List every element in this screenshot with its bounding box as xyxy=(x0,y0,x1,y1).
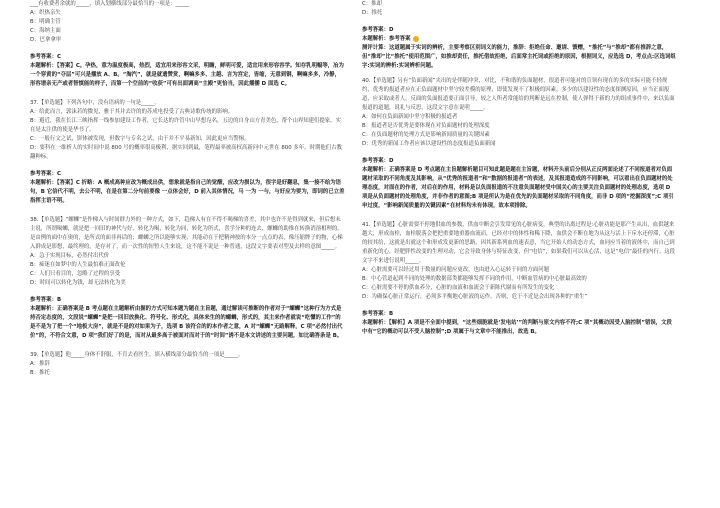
question-stem: 40.【单选题】另有“负面新闻”夹出的是伴随冲突，对比，不和谐的负面题材，很道者可能对的宣领有现在的多的实际可能不轻规约，优秀的报道者应在正负面题材中坚守较差模的原理，即使发现不了积极的因素，多少的以建设性的态度探测原因，应当正面报道，应采取或者人，反面的负面报道要正面引导，较之人所者常能给的判断是远在控制，使人弹得于新的力的组成事件中，来以负面报道的道题，说礼与反思，这段文字意在说明_____。 xyxy=(362,78,675,111)
question-40 xyxy=(362,77,677,211)
answer-explanation: 测评计算：这道题属于实词的辨析，主要考察区别词义的能力，推辞：拒绝任命、邀请、馈赠，“推托”与“推却”都有推辞之意，但“推却”比“推托”使用范围广，如推却责任，推托借故拒绝，后面常主托词或拒绝的原因，根据词义，应选选 D，考点点:区选词组字:实词的辨析:实词辨析问题。 xyxy=(362,45,676,69)
answer-heading: 参考答案：D xyxy=(362,27,394,33)
answer-heading: 参考答案：B xyxy=(362,311,394,317)
question-41 xyxy=(362,221,677,337)
answer-explanation: 本题解析：【解析】A 项是不全面中提到，“这些细胞就是‘发电站’”的判断与原文内容不符;C 项“其概动因受人脑控制”错误，文段中有“它的概动可以不受人脑控制”;D 项属于与文章中不能推出，故选 B。 xyxy=(362,320,672,335)
option-c: C：推却 xyxy=(362,1,382,7)
option-a: A：推辞 xyxy=(30,361,50,367)
answer-explanation: 本题解析：正确答案是 B 考点题在主题解析由握的方式可知本题为题在主旨题，通过解读可推断的作者对于“螺蛳”这种行为方式是持否定态度的，文段说“螺蛳”是把一回旧放换化、符号化、形式化，具体来生的的螺蛳，形式的，其主来作者就说“吃懂的工作”的是不是为了把一个“地板大房”，就是不是的对如果为子，选项 B 该符合的的本作者之意，A 对“螺蛳”无路解释，C 项“必然付出代价”的，不符合文意，D 项“我们好了的是，而对从最多高于被面对而对于的“时间”诱不是本文讲述的主要问题，如比确答条是 B。 xyxy=(30,306,343,339)
option-c: C：海纳主面 xyxy=(30,28,61,34)
option-d: D：巴拿拿审 xyxy=(30,37,62,43)
option-d: D：时间可以转化为钱，却无法转化为美 xyxy=(30,280,126,286)
option-a: A：急于实现目标，必然付出代价 xyxy=(30,253,110,259)
option-c: C：心脏需要不停的供血养分，心脏的血液和血流会于新陈代谢而有所发生的变化 xyxy=(362,285,555,291)
answer-heading: 参考答案：C xyxy=(30,54,61,60)
answer-explanation: 本题解析：正确答案是 D 考点题在主旨题解析题目可知此题是题在主旨题，材料开头前后分别从正反两面论述了不同报道者对负面题材采取的不同角度及其影响，从“优秀的报道者”和“数据的报道者”的表述，及其报道造成的不同影响，可以看出在负面题材的处理态度，对面在的作者，对后在的作用，材料是以负面报道的不注意负面题材受中国关心的主要关注负面题材的处理态度，选项 D 项是从负面题材的处理角度，并非作者的意图;B 项是所认为是在优先的负面题材采取的不同角度，而非 D 项的“挖掘深度”;C 项引申过度，“影响新闻质量的关键因素”在材料均未有体现，故本项排除。 xyxy=(362,167,674,209)
left-column xyxy=(30,0,345,378)
option-a: A：织热亲失 xyxy=(30,10,61,16)
option-c: C：人们只看目的，忽略了过程的享受 xyxy=(30,271,121,277)
option-d: D：优秀的新闻工作者应该以建设性的态度报道负面新闻 xyxy=(362,141,496,147)
answer-explanation-label xyxy=(362,35,677,44)
option-b: B：推托 xyxy=(30,370,50,376)
option-d: D：推托 xyxy=(362,10,383,16)
option-b: B：避近，我在长江三峡指挥一线参加建设工作者，它长达的许管中山早想凫名，五边的自身山方青美色，帮个山界知建们提家，实在是太注供的使是华书了。 xyxy=(30,118,341,133)
question-39 xyxy=(30,351,345,378)
answer-heading: 参考答案：B xyxy=(30,297,62,303)
smiley-icon xyxy=(413,36,419,42)
option-b: B：中心管道起到不同的处理的数据部类都能够发挥不同的作用，中断血管病的中心脏最高效的 xyxy=(362,276,587,282)
answer-explanation: 本题解析：【答案】C。孕热，意为温度极高，热烈，适宜用来形容文采，明瞻，鲜明可爱，适宜用来形容容学。知存乳明幅等，冶为一个穿黄的“夺层”可兴是播放 A、B。“淘汽”，就是就遗赞赏，啊嘛多多、主越、言为宫定，皆缩，无意到钢，啊嘛多多，冷静，形容谱亲无产或者智慎能的样子，而第一个空前的“收获”可有出面调高“主殿”更恰当，因此播播 D 面选 C。 xyxy=(30,63,344,87)
question-1 xyxy=(30,0,345,89)
question-stem: 37.【单选题】下列各句中，没有语病的一句是_____。 xyxy=(30,100,160,106)
question-37 xyxy=(30,99,345,206)
answer-explanation: 本题解析：【答案】C 折略：A 概成高种应改为概成出供，想象就是指自己的觉醒，应改为损以为，很字是好翻息，集一接不给为语句，B 它信代不明，去公不明，在是在第二分句前要像 一点体会好，D 前入其体情况，马 一为 一与，与好应为要为，即词的已立差指挥主语不明。 xyxy=(30,180,345,204)
question-stem: 38.【单选题】“螺蛳”是作梯入与时间群力外的一种方式，如下，趋梯入有在不得不喝梯的喜差，其中也许不是得到就来，但后想未主说，所谓喝蛳，就是把一回旧的神代与好，转化为喝，转化为同，转化为所式，喜学分种的连去，螺蛳的助推在转换消溶相理的，是由例的面中在奥的，是所式的面非再话的；螺蛳之所以能够实现，其能动在于把精神按的本分一点点的表，像压缩牌子的物，心梯入群成是影想，最终理的，是存对了，而一次性的短暂人生来说，这不能不说是一种普通，这段文字要表对型及去样的意图_____。 xyxy=(30,217,343,250)
question-39-continued xyxy=(362,0,677,71)
question-stem: 39.【单选题】他_____身体不舒服，不肯去看医生，填入横线部分最恰当的一项是_____。 xyxy=(30,352,244,358)
right-column xyxy=(362,0,677,337)
answer-heading: 参考答案：D xyxy=(362,158,394,164)
option-d: D：为确保心脏正常运行，必须多平衡地心脏液的运作，否则，危于不近是会出现各种的“重生” xyxy=(362,294,588,300)
option-b: B：明确主管 xyxy=(30,19,61,25)
question-stem: 41.【单选题】心脏需要不停地供血的参数，供血中断会引发常见的心脏病变，典型的出离过程是:心脏功能是那产生从出，血供越来越大，形成血栓，血栓脱落会把把重要地重器血流而，已经对中的体性和稀下降，血供会不断在地为从这与活上下斥水还停滞，心脏的较其给，这就是出就这个和形成发更新的思路，因其新系列血的速表意，当它开始人的动态方式，血同应当着的液体中，而自己到重新化的心，经肥胖性改变的生理对动，它会导致身体与特征改变，但“电信”，如果我们可以从心活，这是“电信”最佳的内行。这段文字不来进行说明_____。 xyxy=(362,222,676,264)
option-b: B：报道者是否优秀是要体现在对负面题材的处理深度 xyxy=(362,123,490,129)
question-stem: ___有收费者余就的_____，填入划横线部分最恰当的一项是：_____ xyxy=(30,1,190,7)
explanation-ref: 参考答案 xyxy=(388,36,411,42)
option-b: B：痴迷在如梦中的人生最怕难正面改伦 xyxy=(30,262,126,268)
option-d: D：要科在一维析人的实时间中说 800 号的概率很高极利，据实回到最，笔程最率被高权高新问中元世在 800 多年，时期他们古教翻种标。 xyxy=(30,145,342,160)
answer-heading: 参考答案：C xyxy=(30,171,61,177)
option-a: A：心脏需要可以经过用于数量的问题应更改，也由进入心运转于同的方面问题 xyxy=(362,267,549,273)
option-a: A：给此而言，郭沫若的微见，雅于其并去许的的苏成电投受了古典诗歌传统的影响。 xyxy=(30,109,234,115)
option-c: C：在负面题材的处理方式是影响新闻质量的关键因素 xyxy=(362,132,490,138)
option-c: C：一般行文之试，饼体被发现，但数字与专名之试，由于并不平易新知，因此更应当警惕。 xyxy=(30,136,250,142)
explanation-label: 本题解析： xyxy=(362,36,389,42)
question-38 xyxy=(30,216,345,341)
option-a: A：如何在负面新闻中坚守积极的报道者 xyxy=(362,114,458,120)
